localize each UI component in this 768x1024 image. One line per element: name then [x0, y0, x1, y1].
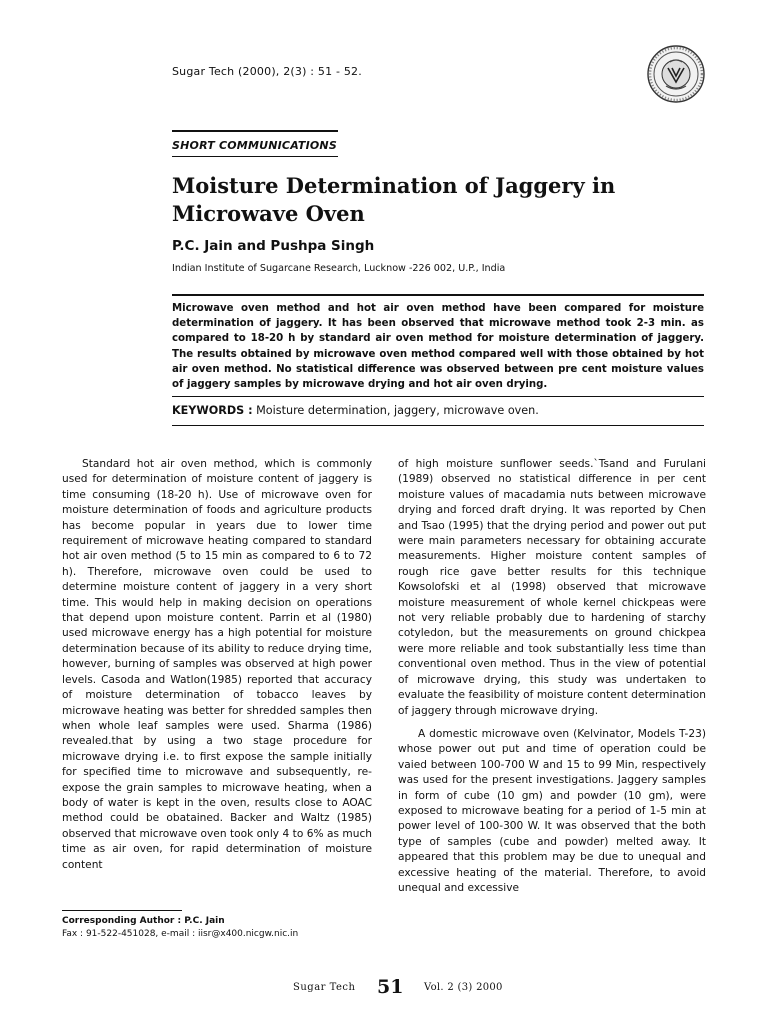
keywords-text: Moisture determination, jaggery, microwave oven. [256, 404, 539, 417]
affiliation: Indian Institute of Sugarcane Research, Lucknow -226 002, U.P., India [172, 263, 506, 274]
paper-title: Moisture Determination of Jaggery in Microwave Oven [172, 173, 616, 226]
keywords-rule [172, 425, 704, 426]
body-paragraph: Standard hot air oven method, which is commonly used for determination of moisture content of jaggery is time consuming (18-20 h). Use of microwave oven for moisture determination of foods and agriculture products has become popular in years due to lower time requirement of microwave heating compared to standard hot air oven method (5 to 15 min as compared to 6 to 72 h). Therefore, microwave oven could be used to determine moisture content of jaggery in a very short time. This would help in making decision on operations that depend upon moisture content. Parrin et al (1980) used microwave energy has a high potential for moisture determination because of its ability to reduce drying time, however, burning of samples was observed at high power levels. Casoda and Watlon(1985) reported that accuracy of moisture determination of tobacco leaves by microwave heating was better for shredded samples then when whole leaf samples were used. Sharma (1986) revealed.that by using a two stage procedure for microwave drying i.e. to first expose the sample initially for specified time to microwave and subsequently, re-expose the grain samples to microwave heating, when a body of water is kept in the oven, results close to AOAC method could be obatained. Backer and Waltz (1985) observed that microwave oven took only 4 to 6% as much time as air oven, for rapid determination of moisture content [62, 458, 372, 871]
body-column-right [398, 457, 706, 896]
page-number: 51 [377, 976, 404, 998]
section-label: SHORT COMMUNICATIONS [172, 139, 337, 152]
contact-info: Fax : 91-522-451028, e-mail : iisr@x400.nicgw.nic.in [62, 928, 299, 939]
keywords [172, 404, 539, 417]
footnote-rule [62, 910, 182, 911]
section-rule-bottom [172, 156, 338, 157]
footnote [62, 915, 372, 940]
footer-journal: Sugar Tech [293, 982, 356, 993]
section-rule-top [172, 130, 338, 132]
body-paragraph: A domestic microwave oven (Kelvinator, Models T-23) whose power out put and time of operation could be vaied between 100-700 W and 15 to 99 Min, respectively was used for the present investigations. Jaggery samples in form of cube (10 gm) and powder (10 gm), were exposed to microwave beating for a period of 1-5 min at power level of 100-300 W. It was observed that the both type of samples (cube and powder) melted away. It appeared that this problem may be due to unequal and excessive heating of the material. Therefore, to avoid unequal and excessive [398, 727, 706, 894]
abstract-rule-bottom [172, 396, 704, 397]
society-seal-icon [646, 44, 706, 104]
abstract: Microwave oven method and hot air oven method have been compared for moisture determination of jaggery. It has been observed that microwave method took 2-3 min. as compared to 18-20 h by standard air oven method for moisture determination of jaggery. The results obtained by microwave oven method compared well with those obtained by hot air oven method. No statistical difference was observed between pre cent moisture values of jaggery samples by microwave drying and hot air oven drying. [172, 303, 704, 391]
journal-reference: Sugar Tech (2000), 2(3) : 51 - 52. [172, 65, 362, 78]
corresponding-author: Corresponding Author : P.C. Jain [62, 916, 225, 926]
keywords-label: KEYWORDS : [172, 404, 253, 417]
body-column-left [62, 457, 372, 873]
authors: P.C. Jain and Pushpa Singh [172, 238, 375, 254]
body-paragraph: of high moisture sunflower seeds.`Tsand and Furulani (1989) observed no statistical difference in per cent moisture values of macadamia nuts between microwave drying and forced draft drying. It was reported by Chen and Tsao (1995) that the drying period and power out put were main parameters necessary for obtaining accurate measurements. Higher moisture content samples of rough rice gave better results for this technique Kowsolofski et al (1998) observed that microwave moisture measurement of whole kernel chickpeas were not very reliable probably due to hardening of starchy cotyledon, but the measurements on ground chickpea were more reliable and took substantially less time than conventional oven method. Thus in the view of potential of microwave drying, this study was undertaken to evaluate the feasibility of moisture content determination of jaggery through microwave drying. [398, 458, 706, 717]
footer-volume: Vol. 2 (3) 2000 [424, 982, 503, 993]
page-footer [0, 976, 768, 1006]
abstract-rule-top [172, 294, 704, 296]
